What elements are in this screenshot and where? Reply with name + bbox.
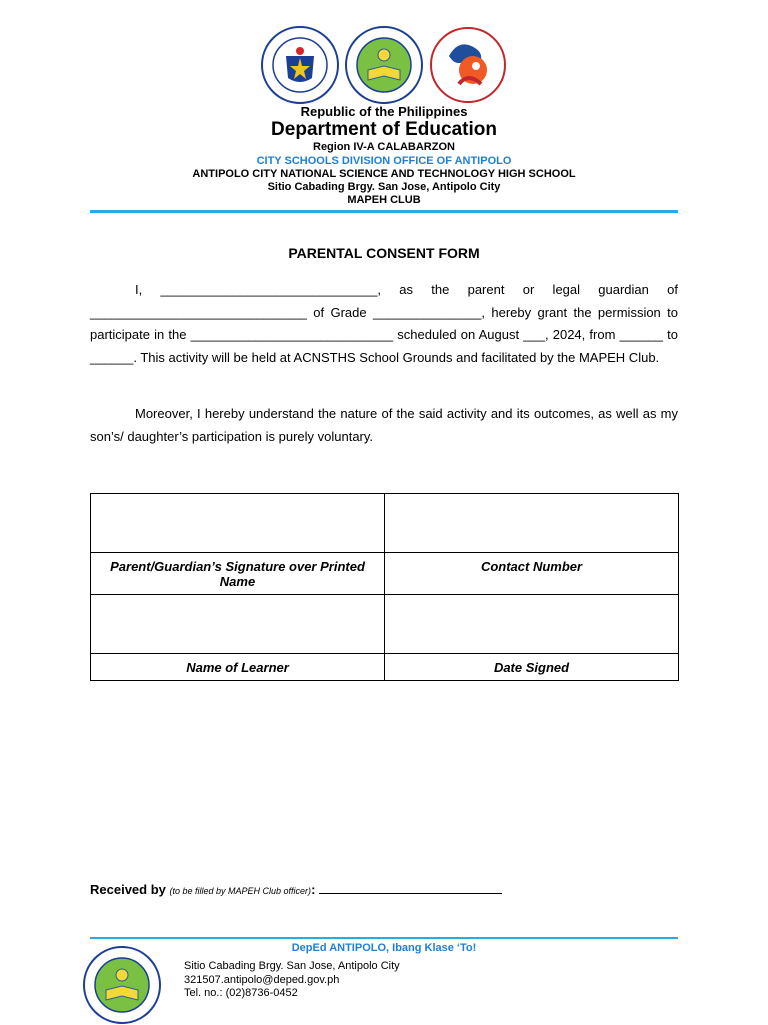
parent-signature-field[interactable] xyxy=(91,494,385,553)
division-heading: CITY SCHOOLS DIVISION OFFICE OF ANTIPOLO xyxy=(256,155,512,167)
school-heading: ANTIPOLO CITY NATIONAL SCIENCE AND TECHNOLOGY HIGH SCHOOL xyxy=(192,168,576,180)
header-divider xyxy=(90,210,678,213)
contact-number-label: Contact Number xyxy=(385,553,679,595)
footer-school-seal-icon xyxy=(82,945,162,1025)
school-seal-icon xyxy=(345,26,423,104)
consent-paragraph-text: I, ______________________________, as the parent or legal guardian of ______________________________ of Grade _______________, hereby grant the permission to participate in the ____________________________ scheduled on August ___, 2024, from ______ to ______. This activity will be held at ACNSTHS School Grounds and facilitated by the MAPEH Club. xyxy=(90,282,678,365)
received-by-note: (to be filled by MAPEH Club officer) xyxy=(169,886,312,896)
school-address: Sitio Cabading Brgy. San Jose, Antipolo City xyxy=(267,181,501,193)
parent-signature-label: Parent/Guardian’s Signature over Printed Name xyxy=(91,553,385,595)
club-heading: MAPEH CLUB xyxy=(347,194,421,206)
voluntary-paragraph xyxy=(90,403,678,448)
signature-table xyxy=(90,493,679,681)
deped-seal-icon xyxy=(261,26,339,104)
received-by-colon: : xyxy=(311,882,316,897)
mapeh-club-logo-icon xyxy=(429,26,507,104)
region-heading: Region IV-A CALABARZON xyxy=(313,141,455,153)
header-logos xyxy=(0,26,768,104)
footer-tagline: DepEd ANTIPOLO, Ibang Klase ‘To! xyxy=(291,942,477,954)
republic-heading: Republic of the Philippines xyxy=(300,104,468,119)
footer-phone: Tel. no.: (02)8736-0452 xyxy=(184,987,298,999)
contact-number-field[interactable] xyxy=(385,494,679,553)
footer-contact xyxy=(184,960,400,1001)
consent-paragraph xyxy=(90,279,678,369)
footer-divider xyxy=(90,937,678,939)
received-by-label: Received by xyxy=(90,882,166,897)
voluntary-paragraph-text: Moreover, I hereby understand the nature of the said activity and its outcomes, as well as my son’s/ daughter’s participation is purely voluntary. xyxy=(90,406,678,444)
date-signed-field[interactable] xyxy=(385,595,679,654)
date-signed-label: Date Signed xyxy=(385,654,679,681)
footer-email[interactable]: 321507.antipolo@deped.gov.ph xyxy=(184,973,340,986)
footer-address: Sitio Cabading Brgy. San Jose, Antipolo City xyxy=(184,960,400,972)
received-by-line[interactable] xyxy=(319,881,502,894)
department-heading: Department of Education xyxy=(271,119,497,140)
learner-name-field[interactable] xyxy=(91,595,385,654)
form-title: PARENTAL CONSENT FORM xyxy=(288,245,480,261)
received-by-row xyxy=(90,881,502,897)
learner-name-label: Name of Learner xyxy=(91,654,385,681)
